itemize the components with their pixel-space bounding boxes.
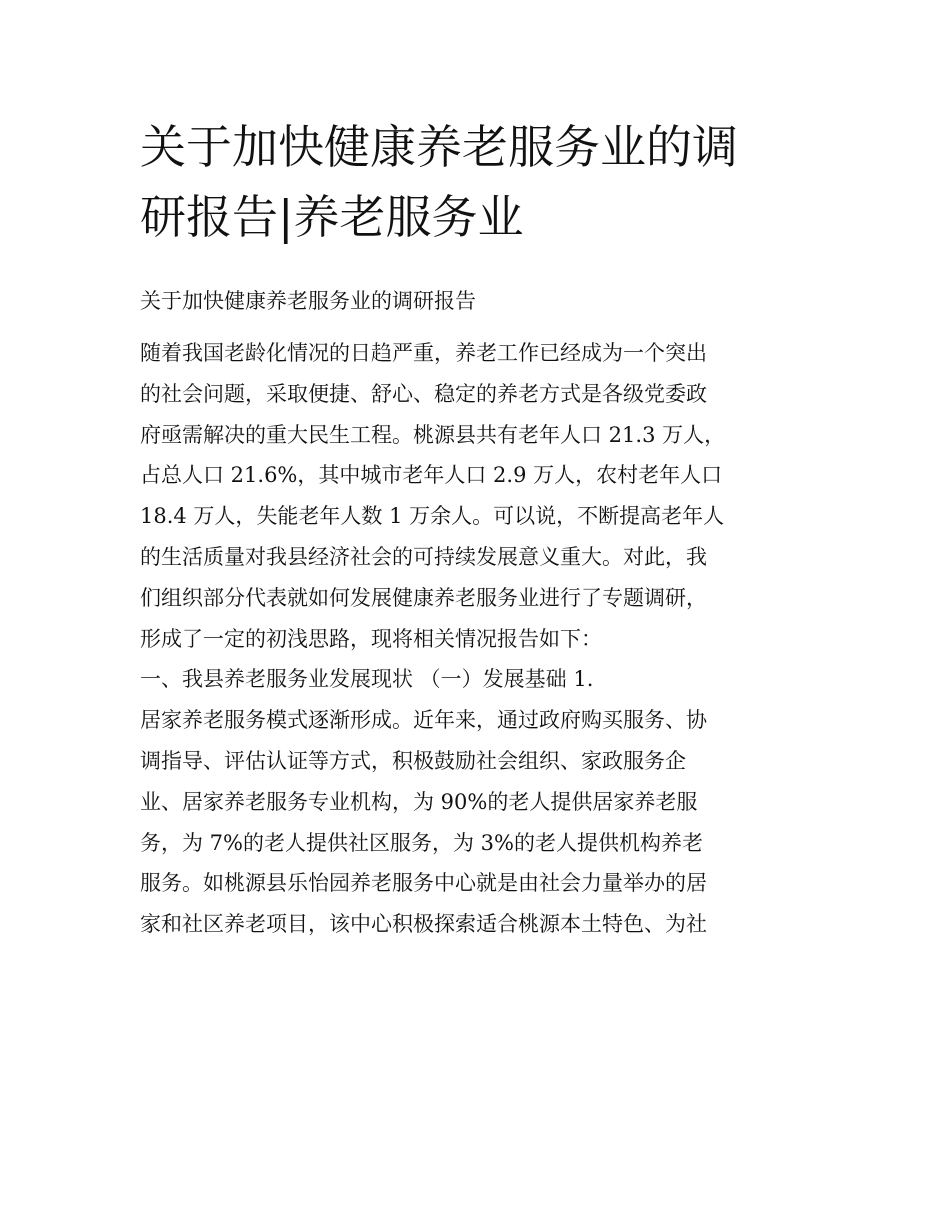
text-line: 随着我国老龄化情况的日趋严重，养老工作已经成为一个突出 (140, 341, 707, 365)
text-line: 居家养老服务模式逐渐形成。近年来，通过政府购买服务、协 (140, 708, 707, 733)
text-line: 形成了一定的初浅思路，现将相关情况报告如下： (140, 626, 602, 651)
document-subtitle: 关于加快健康养老服务业的调研报告 (140, 289, 476, 313)
title-line-1: 关于加快健康养老服务业的调 (140, 120, 738, 174)
paragraph-intro (140, 333, 812, 659)
section-heading (140, 659, 812, 700)
title-line-2: 研报告|养老服务业 (140, 190, 524, 244)
text-line: 一、我县养老服务业发展现状 （一）发展基础 1. (140, 667, 594, 692)
document-title (140, 112, 820, 252)
text-line: 的社会问题，采取便捷、舒心、稳定的养老方式是各级党委政 (140, 381, 707, 406)
text-line: 务，为 7%的老人提供社区服务，为 3%的老人提供机构养老 (140, 830, 703, 855)
text-line: 服务。如桃源县乐怡园养老服务中心就是由社会力量举办的居 (140, 871, 707, 896)
document-body (140, 333, 812, 945)
text-line: 家和社区养老项目，该中心积极探索适合桃源本土特色、为社 (140, 912, 707, 937)
text-line: 调指导、评估认证等方式，积极鼓励社会组织、家政服务企 (140, 748, 686, 773)
text-line: 府亟需解决的重大民生工程。桃源县共有老年人口 21.3 万人， (140, 422, 726, 447)
text-line: 们组织部分代表就如何发展健康养老服务业进行了专题调研， (140, 585, 707, 610)
text-line: 业、居家养老服务专业机构，为 90%的老人提供居家养老服 (140, 789, 698, 814)
text-line: 的生活质量对我县经济社会的可持续发展意义重大。对此，我 (140, 544, 707, 569)
text-line: 占总人口 21.6%，其中城市老年人口 2.9 万人，农村老年人口 (140, 463, 723, 488)
paragraph-home-care (140, 700, 812, 945)
text-line: 18.4 万人，失能老年人数 1 万余人。可以说，不断提高老年人 (140, 504, 725, 529)
